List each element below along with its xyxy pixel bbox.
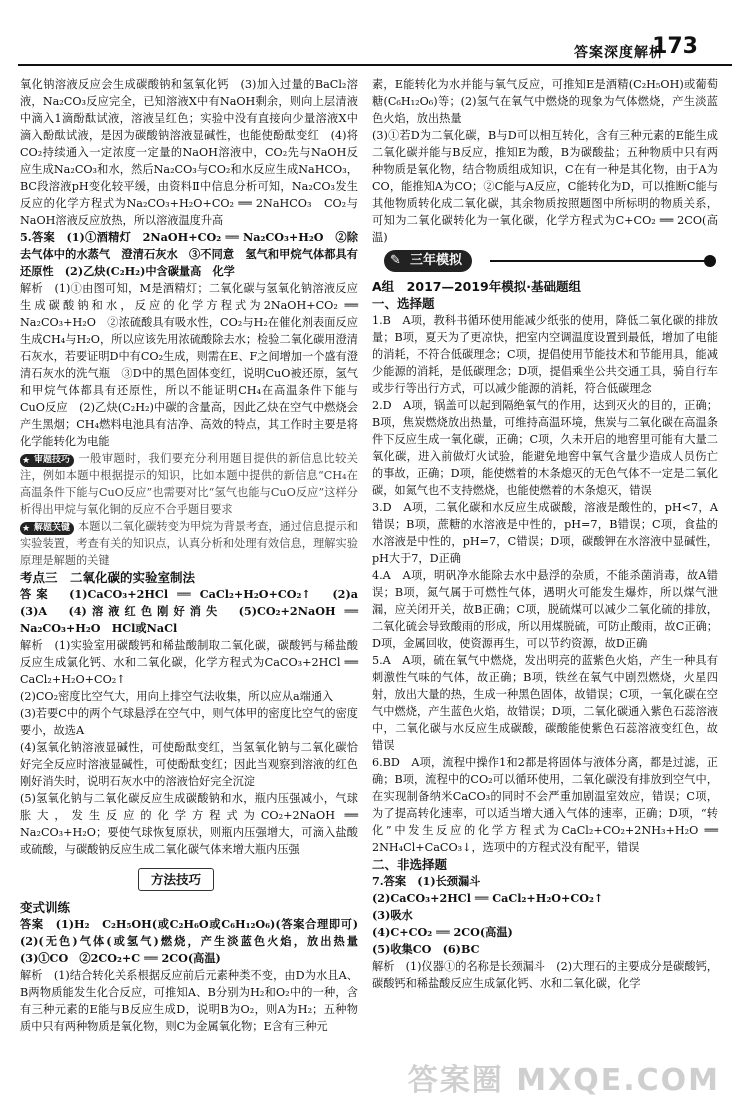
- paragraph-text: 7.答案 (1)长颈漏斗: [372, 874, 481, 888]
- banner-dot: [704, 255, 716, 267]
- paragraph: [372, 312, 718, 397]
- paragraph: [20, 967, 358, 1035]
- paragraph: [372, 127, 718, 246]
- tip-badge: [20, 522, 74, 535]
- answer-line: [372, 941, 718, 958]
- paragraph-text: (4)氢氧化钠溶液显碱性，可使酚酞变红，当氢氧化钠与二氧化碳恰好完全反应时溶液显碱性，可使酚酞变红；因此当观察到溶液的红色刚好消失时，说明石灰水中的溶液恰好完全沉淀: [20, 741, 358, 788]
- paragraph-text: 一、选择题: [372, 296, 435, 311]
- paragraph: [372, 567, 718, 652]
- section-heading: [20, 899, 358, 916]
- paragraph-text: 考点三 二氧化碳的实验室制法: [20, 570, 196, 585]
- star-icon: ★: [22, 456, 31, 466]
- paragraph: [20, 280, 358, 450]
- paragraph-text: (5)收集CO (6)BC: [372, 942, 480, 956]
- paragraph: [372, 76, 718, 127]
- paragraph-text: 1.B A项，教科书循环使用能减少纸张的使用，降低二氧化碳的排放量；B项，夏天为了更凉快，把室内空调温度设置到最低，增加了电能的消耗，不符合低碳理念；C项，提倡使用节能技术和节能用具，能减少能源的消耗，是低碳理念；D项，提倡乘坐公共交通工具，骑自行车或步行等出行方式，可以减少能源的消耗，符合低碳理念: [372, 314, 718, 395]
- paragraph-text: 解析 (1)①由图可知，M是酒精灯；二氧化碳与氢氧化钠溶液反应生成碳酸钠和水，反应的化学方程式为2NaOH+CO₂ ══ Na₂CO₃+H₂O ②浓硫酸具有吸水性，CO₂与H₂在催化剂表面反应生成CH₄与H₂O，所以应该先用浓硫酸除去水；检验二氧化碳用澄清石灰水，若要证明D中有CO₂生成，则需在E、F之间增加一个盛有澄清石灰水的洗气瓶 ③D中的黑色固体变红，说明CuO被还原，氢气和甲烷气体都具有还原性，所以不能证明CH₄在高温条件下能与CuO反应 (2)乙炔(C₂H₂)中碳的含量高，因此乙炔在空气中燃烧会产生黑烟；CH₄燃料电池具有洁净、高效的特点，其工作时主要是将化学能转化为电能: [20, 282, 358, 448]
- paragraph-text: 解析 (1)仪器①的名称是长颈漏斗 (2)大理石的主要成分是碳酸钙，碳酸钙和稀盐酸反应生成氯化钙、水和二氧化碳，化学: [372, 960, 718, 990]
- section-banner: [372, 250, 718, 272]
- section-heading: [372, 295, 718, 312]
- paragraph-text: 答案 (1)H₂ C₂H₅OH(或C₂H₆O或C₆H₁₂O₆)(答案合理即可) (2)(无色)气体(或氢气)燃烧，产生淡蓝色火焰，放出热量 (3)①CO ②2CO₂+C ══ 2CO(高温): [20, 917, 370, 965]
- answer-line: [20, 229, 358, 280]
- paragraph: [20, 705, 358, 739]
- paragraph-text: 素，E能转化为水并能与氧气反应，可推知E是酒精(C₂H₅OH)或葡萄糖(C₆H₁₂O₆)等；(2)氢气在氧气中燃烧的现象为气体燃烧，产生淡蓝色火焰，放出热量: [372, 78, 718, 125]
- header-label: 答案深度解析: [574, 45, 664, 61]
- answer-line: [372, 890, 718, 907]
- paragraph-text: (3)吸水: [372, 908, 413, 922]
- banner-tag: [384, 250, 472, 272]
- answer-line: [20, 916, 370, 967]
- paragraph: [20, 688, 358, 705]
- method-tips-heading: 方法技巧: [138, 868, 214, 891]
- paragraph-text: (4)C+CO₂ ══ 2CO(高温): [372, 925, 513, 939]
- section-heading: [20, 569, 358, 586]
- header-rule: [18, 64, 732, 66]
- paragraph-text: 5.A A项，硫在氧气中燃烧，发出明亮的蓝紫色火焰，产生一种具有刺激性气味的气体，故正确；B项，铁丝在氧气中剧烈燃烧，火星四射，放出大量的热，生成一种黑色固体，故错误；C项，一氧化碳在空气中燃烧，产生蓝色火焰，故错误；D项，二氧化碳通入紫色石蕊溶液中，二氧化碳与水反应生成碳酸，碳酸能使紫色石蕊溶液变红色，故错误: [372, 654, 718, 752]
- banner-line: [490, 260, 708, 262]
- paragraph-text: 氧化钠溶液反应会生成碳酸钠和氢氧化钙 (3)加入过量的BaCl₂溶液，Na₂CO₃反应完全，已知溶液X中有NaOH剩余，则向上层清液中滴入1滴酚酞试液，溶液呈红色；实验中没有直接向少量溶液X中滴入酚酞试液，是因为碳酸钠溶液显碱性，也能使酚酞变红 (4)将CO₂持续通入一定浓度一定量的NaOH溶液中，CO₂先与NaOH反应生成Na₂CO₃和水，然后Na₂CO₃与CO₂和水反应生成NaHCO₃，BC段溶液pH变化较平缓，由资料Ⅱ中信息分析可知，Na₂CO₃发生反应的化学方程式为Na₂CO₃+H₂O+CO₂ ══ 2NaHCO₃ CO₂与NaOH溶液反应放热，所以溶液温度升高: [20, 78, 358, 227]
- tip-badge-label: 审题技巧: [34, 455, 71, 465]
- pencil-icon: ✎: [390, 253, 401, 268]
- page-number: 173: [652, 34, 698, 59]
- paragraph-text: 变式训练: [20, 900, 71, 915]
- paragraph-text: 二、非选择题: [372, 857, 448, 872]
- answer-line: [20, 586, 370, 637]
- paragraph: [20, 76, 358, 229]
- paragraph-text: A组 2017—2019年模拟·基础题组: [372, 279, 582, 294]
- paragraph-text: 解析 (1)实验室用碳酸钙和稀盐酸制取二氧化碳，碳酸钙与稀盐酸反应生成氯化钙、水和二氧化碳，化学方程式为CaCO₃+2HCl ══ CaCl₂+H₂O+CO₂↑: [20, 639, 358, 686]
- tip-paragraph: [20, 450, 358, 518]
- answer-line: [372, 907, 718, 924]
- paragraph: [372, 397, 718, 499]
- paragraph-text: 4.A A项，明矾净水能除去水中悬浮的杂质，不能杀菌消毒，故A错误；B项，氮气属于可燃性气体，遇明火可能发生爆炸，所以煤气泄漏，应关闭开关，故B正确；C项，脱硫煤可以减少二氧化硫的排放，二氧化硫会导致酸雨的形成，所以用煤脱硫，可防止酸雨，故C正确；D项，金属回收，使资源再生，可以节约资源，故D正确: [372, 569, 718, 650]
- paragraph-text: 答案 (1)CaCO₃+2HCl ══ CaCl₂+H₂O+CO₂↑ (2)a (3)A (4)溶液红色刚好消失 (5)CO₂+2NaOH ══ Na₂CO₃+H₂O HCl或NaCl: [20, 587, 370, 635]
- answer-line: [372, 873, 718, 890]
- answer-line: [372, 924, 718, 941]
- paragraph-text: 本题以二氧化碳转变为甲烷为背景考查，通过信息提示和实验装置，考查有关的知识点，认真分析和处理有效信息，理解实验原理是解题的关键: [20, 520, 358, 567]
- paragraph: [372, 754, 718, 856]
- star-icon: ★: [22, 524, 31, 534]
- paragraph-text: (3)若要C中的两个气球悬浮在空气中，则气体甲的密度比空气的密度要小，故选A: [20, 707, 358, 737]
- tip-paragraph: [20, 518, 358, 569]
- banner-text: 三年模拟: [410, 253, 463, 268]
- paragraph-text: 5.答案 (1)①酒精灯 2NaOH+CO₂ ══ Na₂CO₃+H₂O ②除去气体中的水蒸气 澄清石灰水 ③不同意 氢气和甲烷气体都具有还原性 (2)乙炔(C₂H₂)中含碳量高 化学: [20, 230, 358, 278]
- paragraph: [20, 790, 358, 858]
- paragraph: [372, 652, 718, 754]
- paragraph-text: (3)①若D为二氧化碳，B与D可以相互转化，含有三种元素的E能生成二氧化碳并能与B反应，推知E为酸，B为碳酸盐；五种物质中只有两种物质是氧化物，结合物质组成知识，C在有一种是其化物，由于A为CO，能推知A为CO；②C能与A反应，C能转化为D，可以推断C能与其他物质转化成二氧化碳，其余物质按照题图中所标明的物质关系，可知为二氧化碳转化为一氧化碳，化学方程式为C+CO₂ ══ 2CO(高温): [372, 129, 718, 244]
- paragraph: [372, 499, 718, 567]
- group-heading: [372, 278, 718, 295]
- paragraph-text: (2)CO₂密度比空气大，用向上排空气法收集，所以应从a端通入: [20, 690, 334, 703]
- paragraph-text: 解析 (1)结合转化关系根据反应前后元素种类不变，由D为水且A、B两物质能发生化合反应，可推知A、B分别为H₂和O₂中的一种，含有三种元素的E能与B反应生成D，说明B为O₂，则A为H₂；五种物质中只有两种物质是氧化物，则C为金属氧化物；E含有三种元: [20, 969, 358, 1033]
- paragraph-text: 一般审题时，我们要充分利用题目提供的新信息比较关注，例如本题中根据提示的知识，比如本题中提供的新信息“CH₄在高温条件下能与CuO反应”也需要对比“氢气也能与CuO反应”这样分析得出甲烷与氧化铜的反应不合乎题目要求: [20, 452, 358, 516]
- watermark: 答案圈 MXQE.COM: [407, 1063, 720, 1098]
- paragraph-text: (2)CaCO₃+2HCl ══ CaCl₂+H₂O+CO₂↑: [372, 891, 604, 905]
- section-heading: [372, 856, 718, 873]
- paragraph: [20, 739, 358, 790]
- right-column: [372, 76, 718, 992]
- left-column: [20, 76, 370, 1035]
- paragraph-text: 6.BD A项，流程中操作1和2都是将固体与液体分离，都是过滤，正确；B项，流程中的CO₂可以循环使用，二氧化碳没有排放到空气中，在实现制备纳米CaCO₃的同时不会严重加剧温室效应，错误；C项，为了提高转化速率，可以适当增大通入气体的速率，正确；D项，“转化”中发生反应的化学方程式为CaCl₂+CO₂+2NH₃+H₂O ══ 2NH₄Cl+CaCO₃↓，选项中的方程式没有配平，错误: [372, 756, 718, 854]
- tip-badge-label: 解题关键: [34, 523, 71, 533]
- paragraph-text: (5)氢氧化钠与二氧化碳反应生成碳酸钠和水，瓶内压强减小，气球胀大，发生反应的化学方程式为CO₂+2NaOH ══ Na₂CO₃+H₂O；要使气球恢复原状，则瓶内压强增大，可滴入盐酸或硫酸，与碳酸钠反应生成二氧化碳气体来增大瓶内压强: [20, 792, 358, 856]
- page-header: [0, 0, 750, 64]
- paragraph-text: 3.D A项，二氧化碳和水反应生成碳酸，溶液是酸性的，pH<7，A错误；B项，蔗糖的水溶液是中性的，pH=7，B错误；C项，食盐的水溶液是中性的，pH=7，C错误；D项，碳酸钾在水溶液中显碱性，pH大于7，D正确: [372, 501, 718, 565]
- paragraph: [20, 637, 358, 688]
- paragraph: [372, 958, 718, 992]
- tip-badge: [20, 454, 74, 467]
- paragraph-text: 2.D A项，锅盖可以起到隔绝氧气的作用，达到灭火的目的，正确；B项，焦炭燃烧放出热量，可维持高温环境，焦炭与二氧化碳在高温条件下反应生成一氧化碳，正确；C项，久未开启的地窖里可能有大量二氧化碳，进入前做灯火试验，能避免地窖中氧气含量少造成人员伤亡的事故，正确；D项，能使燃着的木条熄灭的无色气体不一定是二氧化碳，如氮气也不支持燃烧，也能使燃着的木条熄灭，错误: [372, 399, 718, 497]
